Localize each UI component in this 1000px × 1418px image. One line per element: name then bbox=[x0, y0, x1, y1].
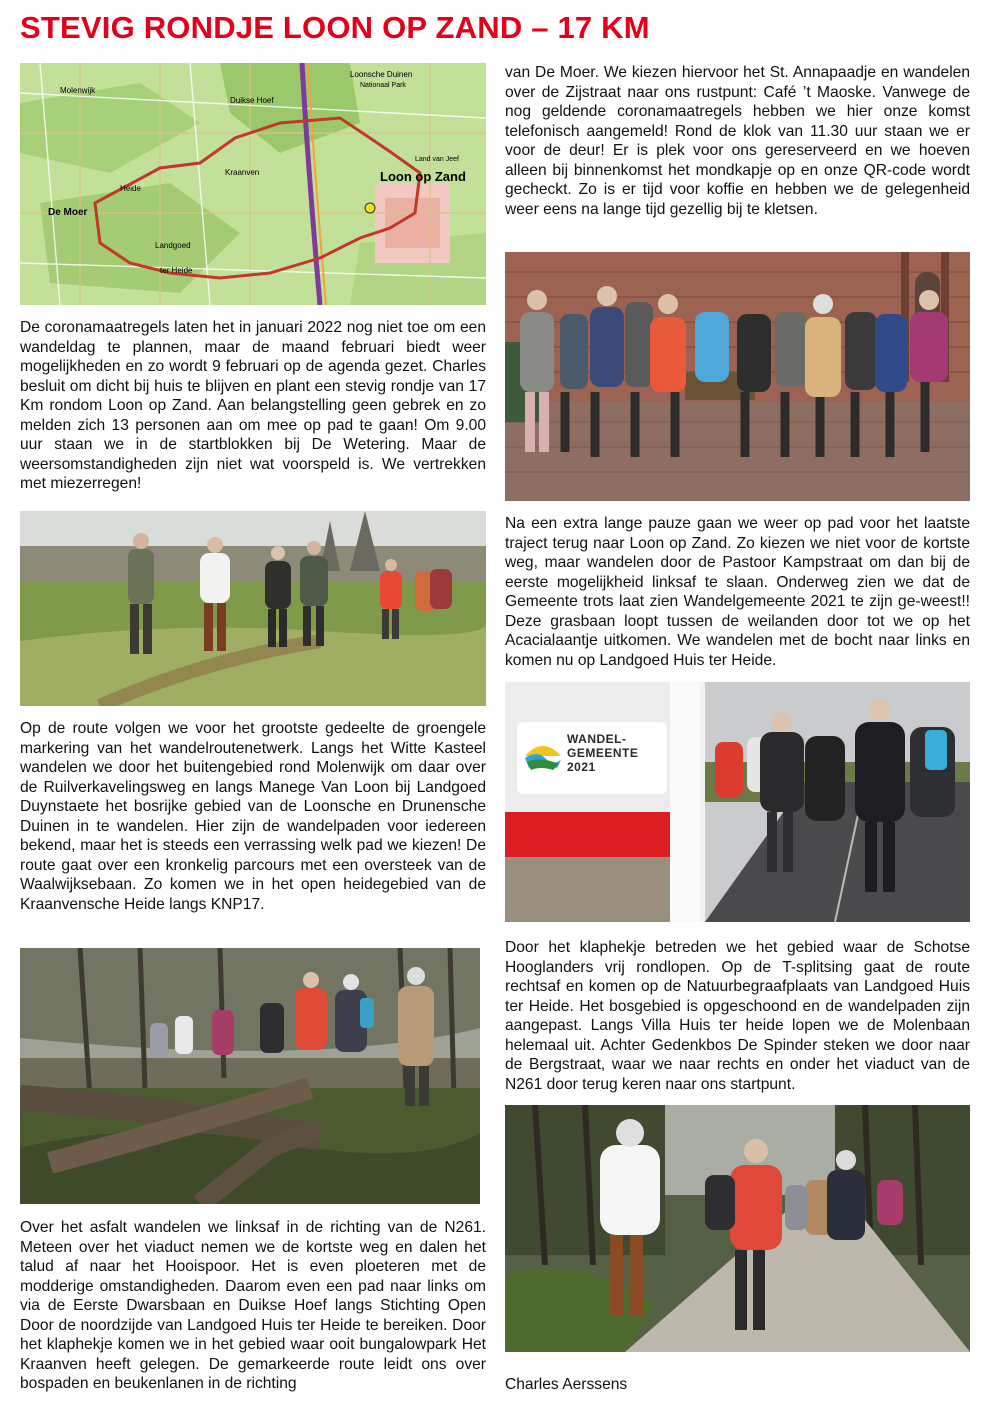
sign-line-2: GEMEENTE bbox=[567, 746, 639, 760]
map-label-molenwijk: Molenwijk bbox=[60, 86, 96, 95]
paragraph-pastoor: Na een extra lange pauze gaan we weer op pad voor het laatste traject terug naar Loon op Zand. Zo kiezen we niet voor de kortste weg, maar wandelen door de Pastoor Kampstraat om dan bij de eerste mogelijkheid linksaf te slaan. Onderweg zien we dat de Gemeente trots laat zien Wandelgemeente 2021 te zijn ge-weest!! Deze grasbaan loopt tussen de weilanden door tot we op het Acacialaantje uitkomen. We wandelen met de bocht naar links en komen nu op Landgoed Huis ter Heide. bbox=[505, 515, 970, 669]
map-label-duikse-hoef: Duikse Hoef bbox=[230, 96, 274, 105]
map-label-heide: Heide bbox=[120, 184, 141, 193]
paragraph-intro: De coronamaatregels laten het in januari 2022 nog niet toe om een wandeldag te plannen, maar de maand februari biedt weer mogelijkheden en zo wordt 9 februari op de agenda gezet. Charles besluit om dicht bij huis te blijven en plant een stevig rondje van 17 Km rondom Loon op Zand. Aan belangstelling geen gebrek en zo melden zich 13 personen aan om mee op pad te gaan! Om 9.00 uur staan we in de startblokken bij De Wetering. Maar de weersomstandigheden zijn niet wat voorspeld is. We vertrekken met miezerregen! bbox=[20, 319, 486, 492]
map-label-land-van-jeef: Land van Jeef bbox=[415, 156, 459, 163]
paragraph-de-moer: van De Moer. We kiezen hiervoor het St. Annapaadje en wandelen over de Zijstraat naar ons rustpunt: Café ’t Maoske. Vanwege de nog geldende coronamaatregels hebben we hier onze komst telefonisch aangemeld! Rond de klok van 11.30 uur staan we er voor de deur! Er is plek voor ons gereserveerd en we hoeven alleen bij binnenkomst het mondkapje op en onze QR-code wordt gecheckt. Zo is er tijd voor koffie en hebben we de gelegenheid weer eens na lange tijd gezellig bij te kletsen. bbox=[505, 64, 970, 218]
paragraph-schotse: Door het klaphekje betreden we het gebied waar de Schotse Hooglanders vrij rondlopen. Op de T-splitsing gaat de route rechtsaf en komen op de Natuurbegraafplaats van Landgoed Huis ter Heide. Het bosgebied is opgeschoond en de wandelpaden zijn aangepast. Langs Villa Huis ter heide lopen we de Molenbaan helemaal uit. Achter Gedenkbos De Spinder steken we door naar de Bergstraat, waar we naar rechts en onder het viaduct van de N261 door terug keren naar ons startpunt. bbox=[505, 939, 970, 1093]
map-label-kraanven: Kraanven bbox=[225, 168, 260, 177]
photo-sign-road bbox=[505, 682, 970, 922]
page-title: STEVIG RONDJE LOON OP ZAND – 17 KM bbox=[20, 10, 650, 45]
map-label-de-moer: De Moer bbox=[48, 207, 88, 218]
photo-forest-path bbox=[20, 948, 480, 1204]
author-name: Charles Aerssens bbox=[505, 1376, 628, 1393]
map-label-ter-heide: ter Heide bbox=[160, 266, 193, 275]
wandelgemeente-sign bbox=[517, 722, 667, 794]
sign-year: 2021 bbox=[567, 760, 596, 774]
photo-group-church bbox=[505, 252, 970, 501]
map-label-loon-op-zand: Loon op Zand bbox=[380, 169, 466, 184]
map-label-loonsche-duinen: Loonsche Duinen bbox=[350, 70, 413, 79]
paragraph-route: Op de route volgen we voor het grootste gedeelte de groengele markering van het wandelroutenetwerk. Langs het Witte Kasteel wandelen we door het buitengebied rond Molenwijk om daar over de Ruilverkavelingsweg en langs Manege Van Loon bij Landgoed Duynstaete het bosrijke gebied van de Loonsche en Drunensche Duinen in te wandelen. Hier zijn de wandelpaden voor iedereen bekend, maar het is steeds een verrassing welk pad we kiezen! De route gaat over een kronkelig parcours met een oversteek van de Waalwijksebaan. Zo komen we in het open heidegebied van de Kraanvensche Heide langs KNP17. bbox=[20, 720, 486, 913]
map-label-landgoed: Landgoed bbox=[155, 241, 191, 250]
map-label-nationaal-park: Nationaal Park bbox=[360, 82, 406, 89]
sign-line-1: WANDEL- bbox=[567, 732, 627, 746]
photo-walkers-forest-road bbox=[505, 1105, 970, 1352]
paragraph-asphalt: Over het asfalt wandelen we linksaf in de richting van de N261. Meteen over het viaduct nemen we de kortste weg en dalen het talud af naar het Hooispoor. Het is even ploeteren met de modderige omstandigheden. Daarom even een pad naar links om via de Eerste Dwarsbaan en Duikse Hoef langs Stichting Open Door de noordzijde van Landgoed Huis ter Heide te bereiken. Door het klaphekje komen we in het gebied waar ooit bungalowpark Het Kraanven heeft gelegen. De gemarkeerde route leidt ons over bospaden en beukenlanen in de richting bbox=[20, 1219, 486, 1392]
wandelgemeente-logo-icon bbox=[523, 734, 563, 774]
route-map bbox=[20, 63, 486, 305]
photo-walkers-meadow bbox=[20, 511, 486, 706]
